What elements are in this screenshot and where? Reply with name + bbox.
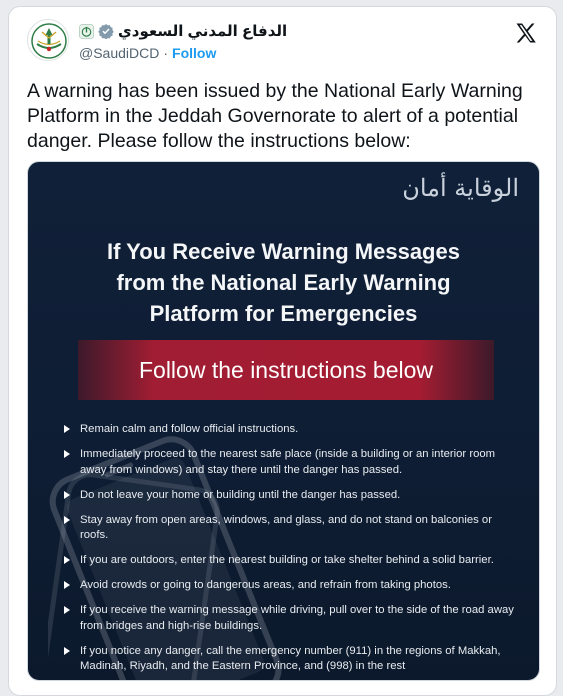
bullet-arrow-icon bbox=[64, 581, 70, 589]
bullet-arrow-icon bbox=[64, 647, 70, 655]
bullet-arrow-icon bbox=[64, 556, 70, 564]
tweet-media-image[interactable] bbox=[27, 161, 540, 681]
instruction-text: If you are outdoors, enter the nearest building or take shelter behind a solid barrier. bbox=[80, 554, 494, 566]
instruction-item bbox=[64, 578, 514, 594]
bullet-arrow-icon bbox=[64, 450, 70, 458]
instruction-item bbox=[64, 447, 514, 478]
instructions-list bbox=[64, 422, 514, 681]
civil-defense-emblem-icon bbox=[28, 20, 69, 61]
instruction-text: Immediately proceed to the nearest safe place (inside a building or an interior room away from windows) and stay there until the danger has passed. bbox=[80, 448, 496, 476]
instruction-item bbox=[64, 488, 514, 504]
banner-text: Follow the instructions below bbox=[138, 356, 434, 383]
account-avatar[interactable] bbox=[27, 19, 69, 61]
bullet-arrow-icon bbox=[64, 516, 70, 524]
instruction-item bbox=[64, 422, 514, 438]
poster-title bbox=[28, 236, 539, 329]
instruction-text: Do not leave your home or building until the danger has passed. bbox=[80, 488, 401, 501]
verified-badge-icon bbox=[98, 23, 114, 39]
emblem-flair-icon bbox=[79, 24, 94, 39]
poster-title-line: If You Receive Warning Messages bbox=[107, 239, 460, 264]
separator-dot: · bbox=[163, 45, 169, 61]
instruction-text: Stay away from open areas, windows, and glass, and do not stand on balconies or roofs. bbox=[80, 513, 492, 541]
bullet-arrow-icon bbox=[64, 425, 70, 433]
tweet-header bbox=[9, 7, 556, 69]
account-handle[interactable]: @SaudiDCD bbox=[79, 45, 160, 61]
account-handle-row bbox=[79, 45, 216, 61]
account-display-name[interactable]: الدفاع المدني السعودي bbox=[118, 23, 288, 40]
tweet-text: A warning has been issued by the National Early Warning Platform in the Jeddah Governorate to alert of a potential danger. Please follow the instructions below: bbox=[27, 80, 523, 152]
calligraphy-logo: الوقاية أمان bbox=[402, 174, 519, 202]
instruction-text: If you notice any danger, call the emergency number (911) in the regions of Makkah, Madinah, Riyadh, and the Eastern Province, and (998) in the rest bbox=[80, 644, 501, 672]
instruction-text: Avoid crowds or going to dangerous areas, and refrain from taking photos. bbox=[80, 579, 451, 591]
tweet-card[interactable] bbox=[8, 6, 557, 696]
instruction-item bbox=[64, 553, 514, 569]
bullet-arrow-icon bbox=[64, 491, 70, 499]
instruction-item bbox=[64, 513, 514, 544]
follow-button[interactable]: Follow bbox=[172, 45, 217, 61]
poster-title-line: from the National Early Warning bbox=[116, 270, 451, 295]
bullet-arrow-icon bbox=[64, 606, 70, 614]
instructions-banner bbox=[78, 340, 494, 400]
account-name-row[interactable] bbox=[79, 22, 287, 40]
x-logo-icon[interactable] bbox=[514, 21, 538, 45]
instruction-item bbox=[64, 644, 514, 675]
instruction-text: If you receive the warning message while driving, pull over to the side of the road away from bridges and high-rise buildings. bbox=[80, 604, 514, 632]
poster-title-line: Platform for Emergencies bbox=[149, 301, 418, 326]
instruction-text: Remain calm and follow official instructions. bbox=[80, 423, 299, 435]
instruction-item bbox=[64, 603, 514, 634]
